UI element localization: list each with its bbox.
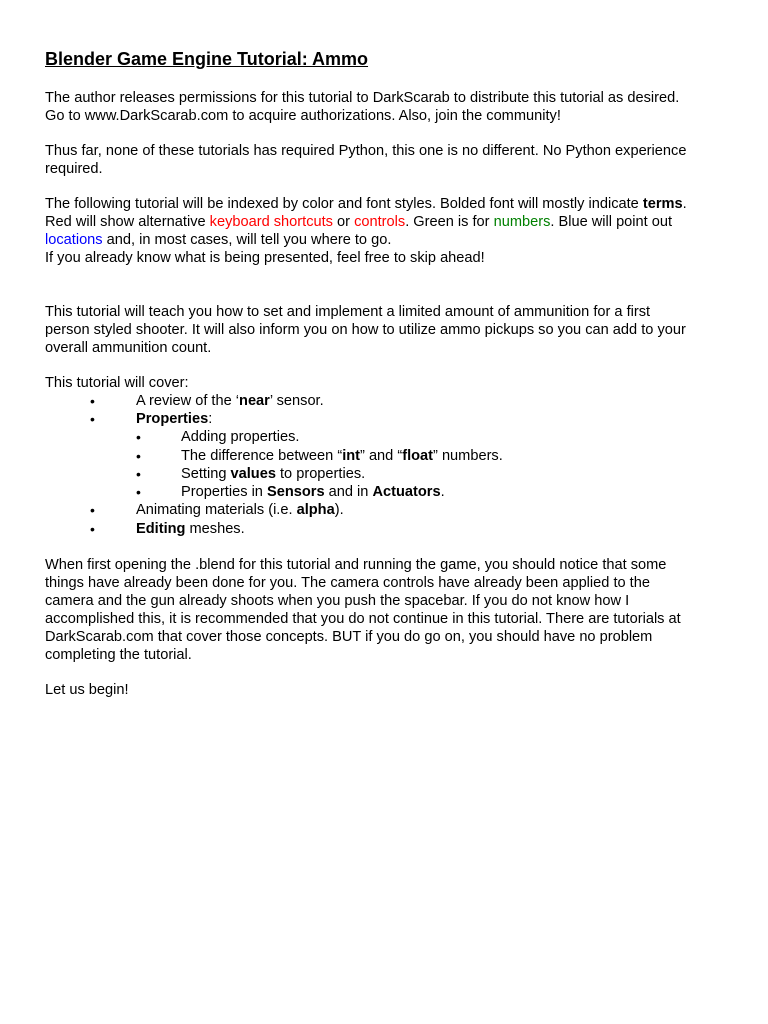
opening-line-6: completing the tutorial. [45,647,192,663]
intro-paragraph [45,89,735,125]
legend-line-4: If you already know what is being presented, feel free to skip ahead! [45,250,485,266]
purpose-line-1: This tutorial will teach you how to set and implement a limited amount of ammunition for a first [45,304,651,320]
list-item-bold: near [239,393,270,409]
legend-text: . [682,196,687,212]
sub-list-item [181,483,445,501]
list-item [136,520,245,538]
legend-line-1 [45,195,735,213]
list-item-bold: int [342,448,361,464]
python-note-line-1: Thus far, none of these tutorials has required Python, this one is no different. No Python experience [45,143,687,159]
list-item-text: The difference between “ [181,448,343,464]
legend-text: . Green is for [405,214,494,230]
list-item-bold: alpha [296,502,335,518]
bullet-icon: • [136,484,141,500]
legend-text: . Blue will point out [550,214,673,230]
legend-text: The following tutorial will be indexed by color and font styles. Bolded font will mostly indicate [45,196,643,212]
legend-text: and, in most cases, will tell you where to go. [102,232,392,248]
sub-list-item [181,447,503,465]
list-item [136,410,212,428]
intro-line-1: The author releases permissions for this tutorial to DarkScarab to distribute this tutorial as desired. [45,90,680,106]
list-item-text: A review of the ‘ [136,393,240,409]
list-item-text: : [208,411,213,427]
keyboard-shortcuts-example: keyboard shortcuts [209,214,333,230]
legend-text: Red will show alternative [45,214,210,230]
list-item-bold: float [402,448,434,464]
sub-list-item [181,465,365,483]
list-item-text: Properties in [181,484,267,500]
numbers-example: numbers [493,214,551,230]
list-item-text: Setting [181,466,231,482]
list-item-text: Animating materials (i.e. [136,502,297,518]
list-item-text: ). [334,502,344,518]
list-item-text: and in [324,484,373,500]
legend-line-3 [45,231,735,249]
bullet-icon: • [136,466,141,482]
opening-line-1: When first opening the .blend for this tutorial and running the game, you should notice that some [45,557,667,573]
python-note-paragraph [45,142,735,178]
controls-example: controls [354,214,406,230]
page-title: Blender Game Engine Tutorial: Ammo [45,49,369,69]
purpose-line-2: person styled shooter. It will also inform you on how to utilize ammo pickups so you can add to your [45,322,686,338]
locations-example: locations [45,232,103,248]
list-item-text: meshes. [185,521,245,537]
opening-line-3: camera and the gun already shoots when you push the spacebar. If you do not know how I [45,593,630,609]
list-item-text: ’ sensor. [269,393,324,409]
opening-line-4: accomplished this, it is recommended that you do not continue in this tutorial. There are tutorials at [45,611,681,627]
bullet-icon: • [90,502,95,518]
list-item [136,501,344,519]
list-item-bold: Actuators [372,484,441,500]
opening-paragraph [45,556,735,664]
list-item [136,392,324,410]
legend-line-2 [45,213,735,231]
purpose-paragraph [45,303,735,357]
closing-line: Let us begin! [45,682,129,698]
python-note-line-2: required. [45,161,103,177]
list-item-bold: Editing [136,521,186,537]
list-item-bold: Sensors [266,484,325,500]
intro-line-2: Go to www.DarkScarab.com to acquire authorizations. Also, join the community! [45,108,561,124]
purpose-line-3: overall ammunition count. [45,340,212,356]
list-item-bold: values [230,466,276,482]
list-item-text: ” numbers. [433,448,503,464]
legend-paragraph [45,195,735,267]
bullet-icon: • [136,448,141,464]
terms-example: terms [642,196,683,212]
sub-list-item: Adding properties. [181,429,300,445]
bullet-icon: • [90,393,95,409]
opening-line-5: DarkScarab.com that cover those concepts. BUT if you do go on, you should have no problem [45,629,653,645]
list-item-text: . [440,484,445,500]
bullet-icon: • [90,411,95,427]
opening-line-2: things have already been done for you. The camera controls have already been applied to the [45,575,650,591]
cover-heading: This tutorial will cover: [45,375,189,391]
list-item-bold: Properties [136,411,209,427]
list-item-text: ” and “ [360,448,403,464]
bullet-icon: • [136,429,141,445]
bullet-icon: • [90,521,95,537]
list-item-text: to properties. [275,466,366,482]
legend-text: or [332,214,355,230]
